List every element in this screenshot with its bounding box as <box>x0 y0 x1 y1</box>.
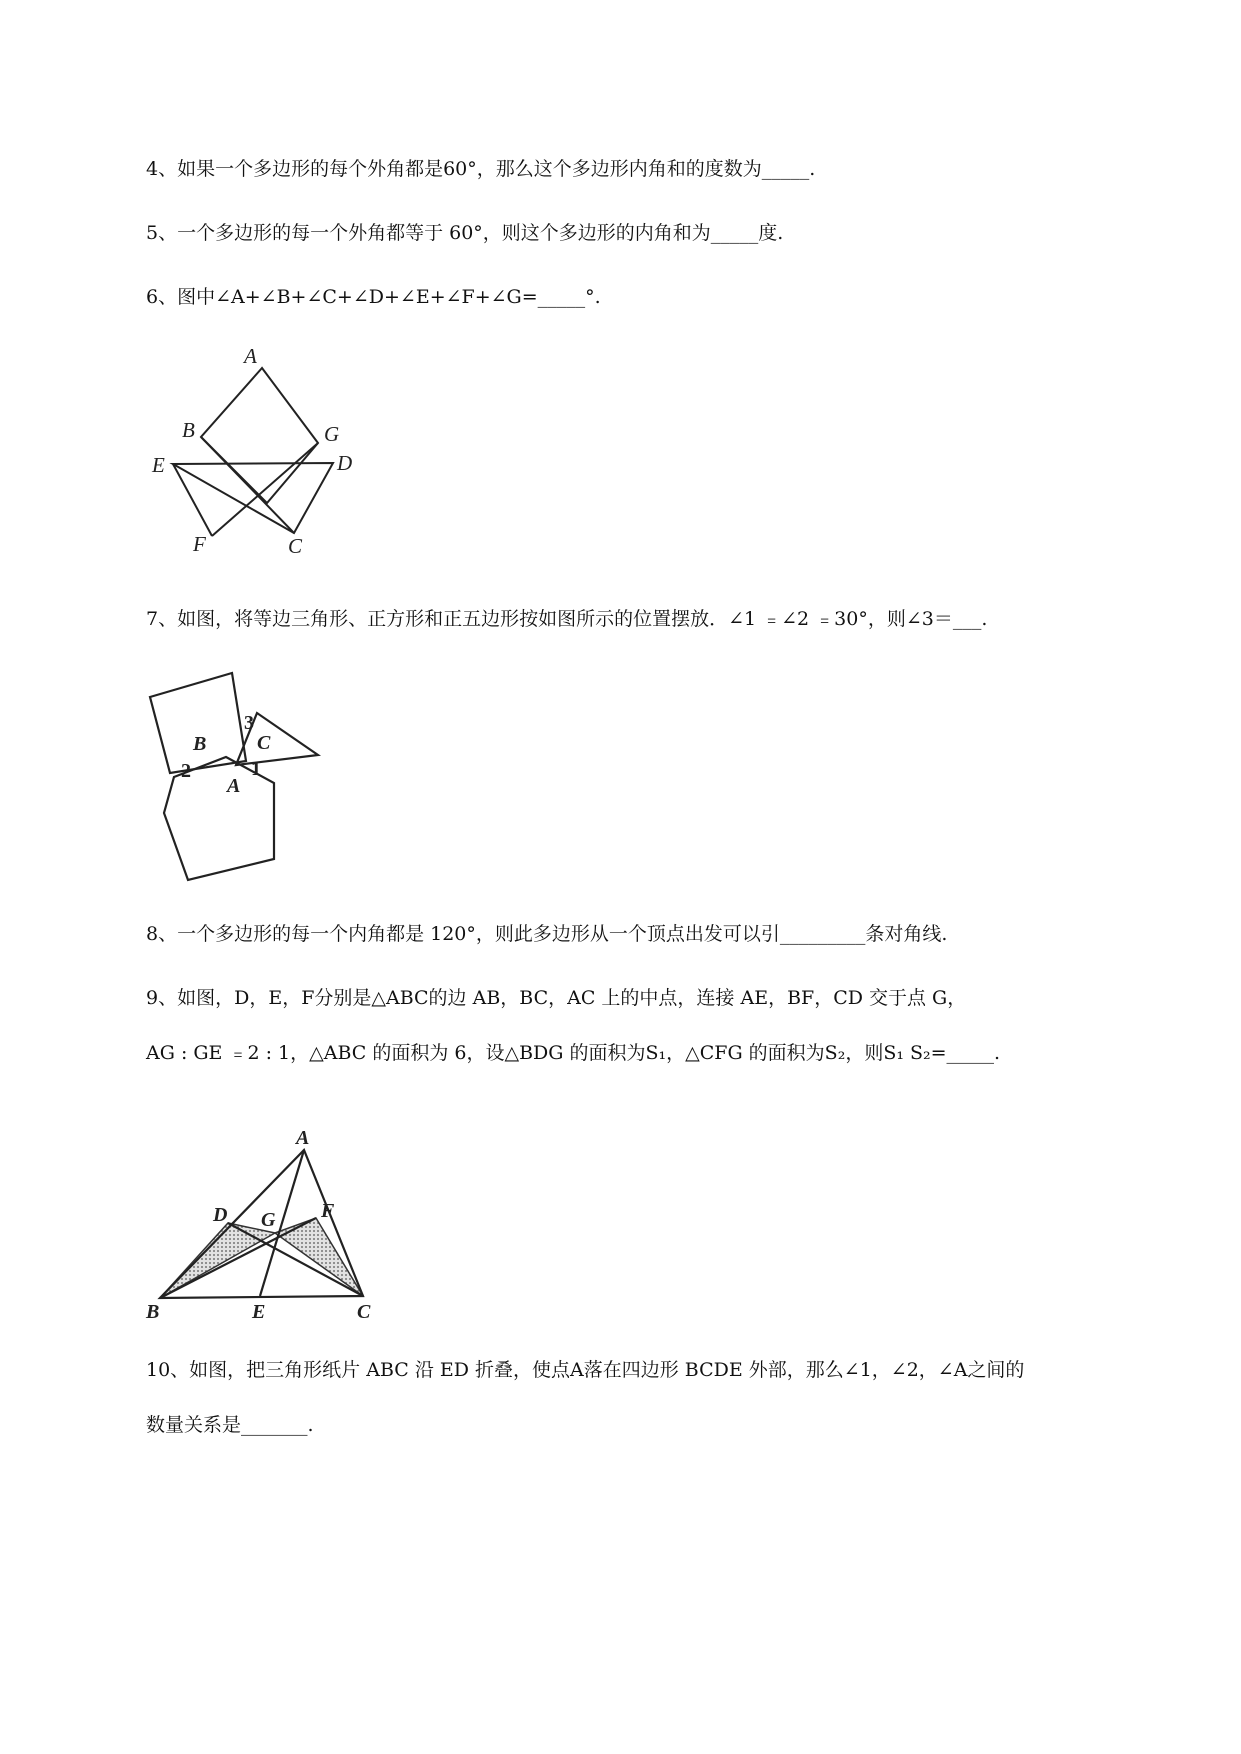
figure-q7 <box>140 665 330 885</box>
figure-q9 <box>140 1125 390 1325</box>
shaded-triangle-bdg <box>160 1223 275 1298</box>
label-a: A <box>244 345 257 368</box>
line-bc <box>201 437 294 533</box>
label-2: 2 <box>181 760 191 782</box>
question-9-line-1: 9、如图，D，E，F分别是△ABC的边 AB，BC，AC 上的中点，连接 AE，BF，CD 交于点 G， <box>146 987 967 1009</box>
label-3: 3 <box>244 712 254 734</box>
label-g: G <box>261 1209 276 1231</box>
label-1: 1 <box>251 758 261 780</box>
label-d: D <box>213 1204 228 1226</box>
label-g: G <box>324 422 340 446</box>
question-4: 4、如果一个多边形的每个外角都是60°，那么这个多边形内角和的度数为_____. <box>146 158 816 180</box>
label-b: B <box>182 418 195 442</box>
question-9-line-2: AG : GE ﹦2 : 1，△ABC 的面积为 6，设△BDG 的面积为S₁，△CFG 的面积为S₂，则S₁ S₂=_____. <box>146 1042 1001 1064</box>
label-d: D <box>337 451 353 475</box>
label-a: A <box>296 1127 310 1149</box>
shaded-triangle-cfg <box>275 1218 363 1296</box>
figure-q6 <box>140 345 390 560</box>
label-c: C <box>288 534 303 558</box>
triangle-edc <box>173 463 333 533</box>
label-f: F <box>321 1200 335 1222</box>
question-10-line-2: 数量关系是_______. <box>146 1414 314 1436</box>
question-6: 6、图中∠A+∠B+∠C+∠D+∠E+∠F+∠G=_____°. <box>146 286 601 308</box>
label-b: B <box>193 733 207 755</box>
question-7: 7、如图，将等边三角形、正方形和正五边形按如图所示的位置摆放．∠1 ﹦∠2 ﹦30°，则∠3＝___. <box>146 608 988 630</box>
question-8: 8、一个多边形的每一个内角都是 120°，则此多边形从一个顶点出发可以引_________条对角线. <box>146 923 948 945</box>
label-e: E <box>252 1301 266 1323</box>
line-gf <box>212 443 318 536</box>
question-10-line-1: 10、如图，把三角形纸片 ABC 沿 ED 折叠，使点A落在四边形 BCDE 外部，那么∠1，∠2，∠A之间的 <box>146 1359 1025 1381</box>
square-abcg <box>201 368 318 503</box>
square <box>150 673 246 773</box>
label-c: C <box>357 1301 371 1323</box>
label-c: C <box>257 732 271 754</box>
label-f: F <box>193 532 206 556</box>
label-a: A <box>227 775 241 797</box>
label-b: B <box>146 1301 160 1323</box>
label-e: E <box>152 453 165 477</box>
question-5: 5、一个多边形的每一个外角都等于 60°，则这个多边形的内角和为_____度. <box>146 222 784 244</box>
